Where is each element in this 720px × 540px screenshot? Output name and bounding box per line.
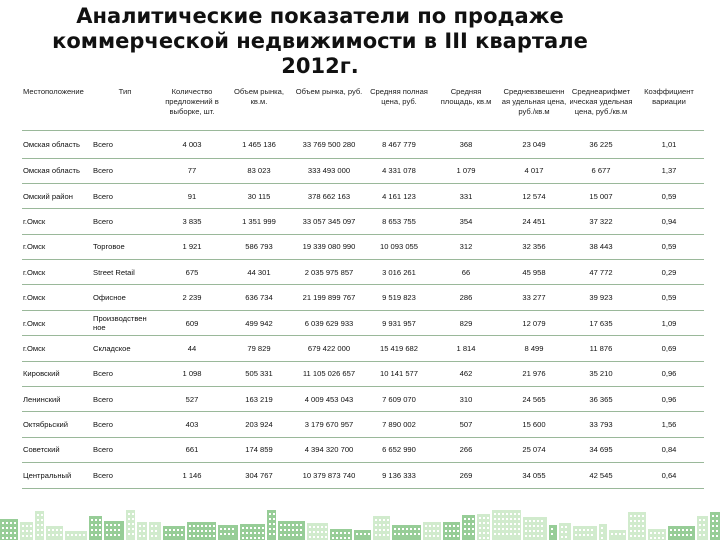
header-count: Количество предложений в выборке, шт. [158,86,226,130]
cell-count: 3 835 [158,209,226,234]
cell-volume-rub: 679 422 000 [292,336,366,361]
cell-weighted-price: 8 499 [500,336,568,361]
cell-avg-area: 462 [432,361,500,386]
cell-avg-price: 7 890 002 [366,412,432,437]
header-variation: Коэффициент вариации [634,86,704,130]
cell-avg-area: 829 [432,310,500,335]
cell-volume-sqm: 1 465 136 [226,130,292,158]
cell-location: Омская область [22,158,92,183]
cell-count: 1 098 [158,361,226,386]
cell-location: Омский район [22,183,92,208]
cell-type: Всего [92,130,158,158]
city-skyline-decoration [0,506,720,540]
cell-count: 1 921 [158,234,226,259]
cell-volume-sqm: 304 767 [226,463,292,488]
cell-weighted-price: 23 049 [500,130,568,158]
cell-type: Всего [92,387,158,412]
cell-weighted-price: 45 958 [500,260,568,285]
cell-volume-sqm: 1 351 999 [226,209,292,234]
cell-volume-sqm: 30 115 [226,183,292,208]
cell-avg-price: 10 093 055 [366,234,432,259]
cell-volume-sqm: 44 301 [226,260,292,285]
cell-mean-price: 37 322 [568,209,634,234]
cell-avg-area: 368 [432,130,500,158]
cell-variation: 1,01 [634,130,704,158]
page-title [0,4,640,79]
table-row [22,183,704,208]
cell-count: 4 003 [158,130,226,158]
cell-count: 403 [158,412,226,437]
cell-avg-area: 66 [432,260,500,285]
cell-count: 77 [158,158,226,183]
cell-count: 661 [158,437,226,462]
cell-type: Всего [92,361,158,386]
cell-type: Складское [92,336,158,361]
cell-variation: 0,84 [634,437,704,462]
cell-location: Центральный [22,463,92,488]
cell-variation: 1,09 [634,310,704,335]
table-row [22,260,704,285]
cell-count: 527 [158,387,226,412]
cell-count: 91 [158,183,226,208]
cell-volume-sqm: 79 829 [226,336,292,361]
cell-avg-area: 507 [432,412,500,437]
cell-count: 675 [158,260,226,285]
cell-weighted-price: 33 277 [500,285,568,310]
title-line-2: коммерческой недвижимости в III квартале [52,29,588,53]
cell-volume-rub: 33 057 345 097 [292,209,366,234]
cell-variation: 0,64 [634,463,704,488]
cell-mean-price: 38 443 [568,234,634,259]
cell-volume-rub: 11 105 026 657 [292,361,366,386]
table-row [22,463,704,488]
cell-weighted-price: 24 451 [500,209,568,234]
cell-type: Всего [92,209,158,234]
cell-type: Производствен ное [92,310,158,335]
cell-avg-area: 354 [432,209,500,234]
table-row [22,361,704,386]
cell-variation: 0,59 [634,234,704,259]
table-body [22,130,704,488]
cell-avg-price: 4 161 123 [366,183,432,208]
cell-count: 44 [158,336,226,361]
cell-variation: 0,59 [634,183,704,208]
cell-volume-sqm: 163 219 [226,387,292,412]
cell-avg-area: 269 [432,463,500,488]
cell-volume-sqm: 505 331 [226,361,292,386]
cell-mean-price: 39 923 [568,285,634,310]
cell-type: Всего [92,158,158,183]
cell-volume-rub: 4 009 453 043 [292,387,366,412]
table-row [22,336,704,361]
cell-location: Ленинский [22,387,92,412]
cell-mean-price: 15 007 [568,183,634,208]
table-row [22,412,704,437]
cell-volume-rub: 10 379 873 740 [292,463,366,488]
cell-avg-area: 1 079 [432,158,500,183]
cell-mean-price: 35 210 [568,361,634,386]
cell-volume-rub: 6 039 629 933 [292,310,366,335]
cell-volume-rub: 333 493 000 [292,158,366,183]
cell-mean-price: 11 876 [568,336,634,361]
cell-volume-sqm: 499 942 [226,310,292,335]
cell-location: Кировский [22,361,92,386]
cell-avg-area: 331 [432,183,500,208]
cell-count: 1 146 [158,463,226,488]
cell-variation: 1,37 [634,158,704,183]
title-line-1: Аналитические показатели по продаже [76,4,564,28]
analytics-table [22,86,704,489]
cell-volume-sqm: 174 859 [226,437,292,462]
cell-location: г.Омск [22,336,92,361]
cell-mean-price: 33 793 [568,412,634,437]
cell-weighted-price: 34 055 [500,463,568,488]
cell-location: г.Омск [22,260,92,285]
cell-avg-price: 10 141 577 [366,361,432,386]
cell-volume-rub: 33 769 500 280 [292,130,366,158]
cell-count: 609 [158,310,226,335]
cell-location: г.Омск [22,310,92,335]
cell-weighted-price: 12 574 [500,183,568,208]
cell-weighted-price: 15 600 [500,412,568,437]
cell-mean-price: 6 677 [568,158,634,183]
cell-weighted-price: 25 074 [500,437,568,462]
table-row [22,285,704,310]
cell-count: 2 239 [158,285,226,310]
header-volume-rub: Объем рынка, руб. [292,86,366,130]
cell-variation: 0,96 [634,387,704,412]
cell-volume-sqm: 203 924 [226,412,292,437]
cell-type: Всего [92,183,158,208]
table-row [22,130,704,158]
cell-avg-price: 9 136 333 [366,463,432,488]
cell-avg-price: 9 931 957 [366,310,432,335]
cell-volume-sqm: 636 734 [226,285,292,310]
cell-avg-price: 9 519 823 [366,285,432,310]
cell-mean-price: 42 545 [568,463,634,488]
cell-variation: 0,94 [634,209,704,234]
table-row [22,158,704,183]
cell-location: Октябрьский [22,412,92,437]
cell-location: г.Омск [22,234,92,259]
table-row [22,387,704,412]
cell-avg-price: 6 652 990 [366,437,432,462]
cell-volume-rub: 378 662 163 [292,183,366,208]
header-volume-sqm: Объем рынка, кв.м. [226,86,292,130]
table-row [22,209,704,234]
cell-weighted-price: 4 017 [500,158,568,183]
header-location: Местоположение [22,86,92,130]
header-avg-price: Средняя полная цена, руб. [366,86,432,130]
cell-type: Всего [92,437,158,462]
cell-volume-rub: 19 339 080 990 [292,234,366,259]
header-avg-area: Средняя площадь, кв.м [432,86,500,130]
cell-volume-rub: 21 199 899 767 [292,285,366,310]
cell-avg-area: 310 [432,387,500,412]
cell-avg-price: 4 331 078 [366,158,432,183]
cell-avg-area: 1 814 [432,336,500,361]
cell-location: Омская область [22,130,92,158]
title-line-3: 2012г. [281,54,359,78]
cell-avg-area: 286 [432,285,500,310]
cell-mean-price: 47 772 [568,260,634,285]
header-weighted-price: Средневзвешенн ая удельная цена, руб./кв.м [500,86,568,130]
cell-avg-price: 3 016 261 [366,260,432,285]
cell-volume-rub: 2 035 975 857 [292,260,366,285]
cell-avg-price: 7 609 070 [366,387,432,412]
table-row [22,437,704,462]
cell-type: Торговое [92,234,158,259]
cell-type: Всего [92,412,158,437]
cell-variation: 0,59 [634,285,704,310]
cell-variation: 0,69 [634,336,704,361]
cell-mean-price: 34 695 [568,437,634,462]
table-row [22,310,704,335]
cell-mean-price: 36 225 [568,130,634,158]
cell-avg-area: 266 [432,437,500,462]
cell-weighted-price: 21 976 [500,361,568,386]
header-mean-price: Среднеарифмет ическая удельная цена, руб./кв.м [568,86,634,130]
cell-type: Всего [92,463,158,488]
cell-variation: 0,29 [634,260,704,285]
cell-volume-rub: 3 179 670 957 [292,412,366,437]
cell-volume-sqm: 586 793 [226,234,292,259]
cell-avg-price: 8 653 755 [366,209,432,234]
cell-avg-price: 8 467 779 [366,130,432,158]
cell-avg-area: 312 [432,234,500,259]
cell-type: Street Retail [92,260,158,285]
table-row [22,234,704,259]
header-type: Тип [92,86,158,130]
cell-type: Офисное [92,285,158,310]
cell-weighted-price: 32 356 [500,234,568,259]
cell-location: г.Омск [22,285,92,310]
table-header-row [22,86,704,130]
cell-variation: 0,96 [634,361,704,386]
cell-mean-price: 36 365 [568,387,634,412]
cell-volume-rub: 4 394 320 700 [292,437,366,462]
cell-weighted-price: 12 079 [500,310,568,335]
cell-variation: 1,56 [634,412,704,437]
cell-location: Советский [22,437,92,462]
cell-location: г.Омск [22,209,92,234]
cell-volume-sqm: 83 023 [226,158,292,183]
cell-avg-price: 15 419 682 [366,336,432,361]
cell-mean-price: 17 635 [568,310,634,335]
cell-weighted-price: 24 565 [500,387,568,412]
